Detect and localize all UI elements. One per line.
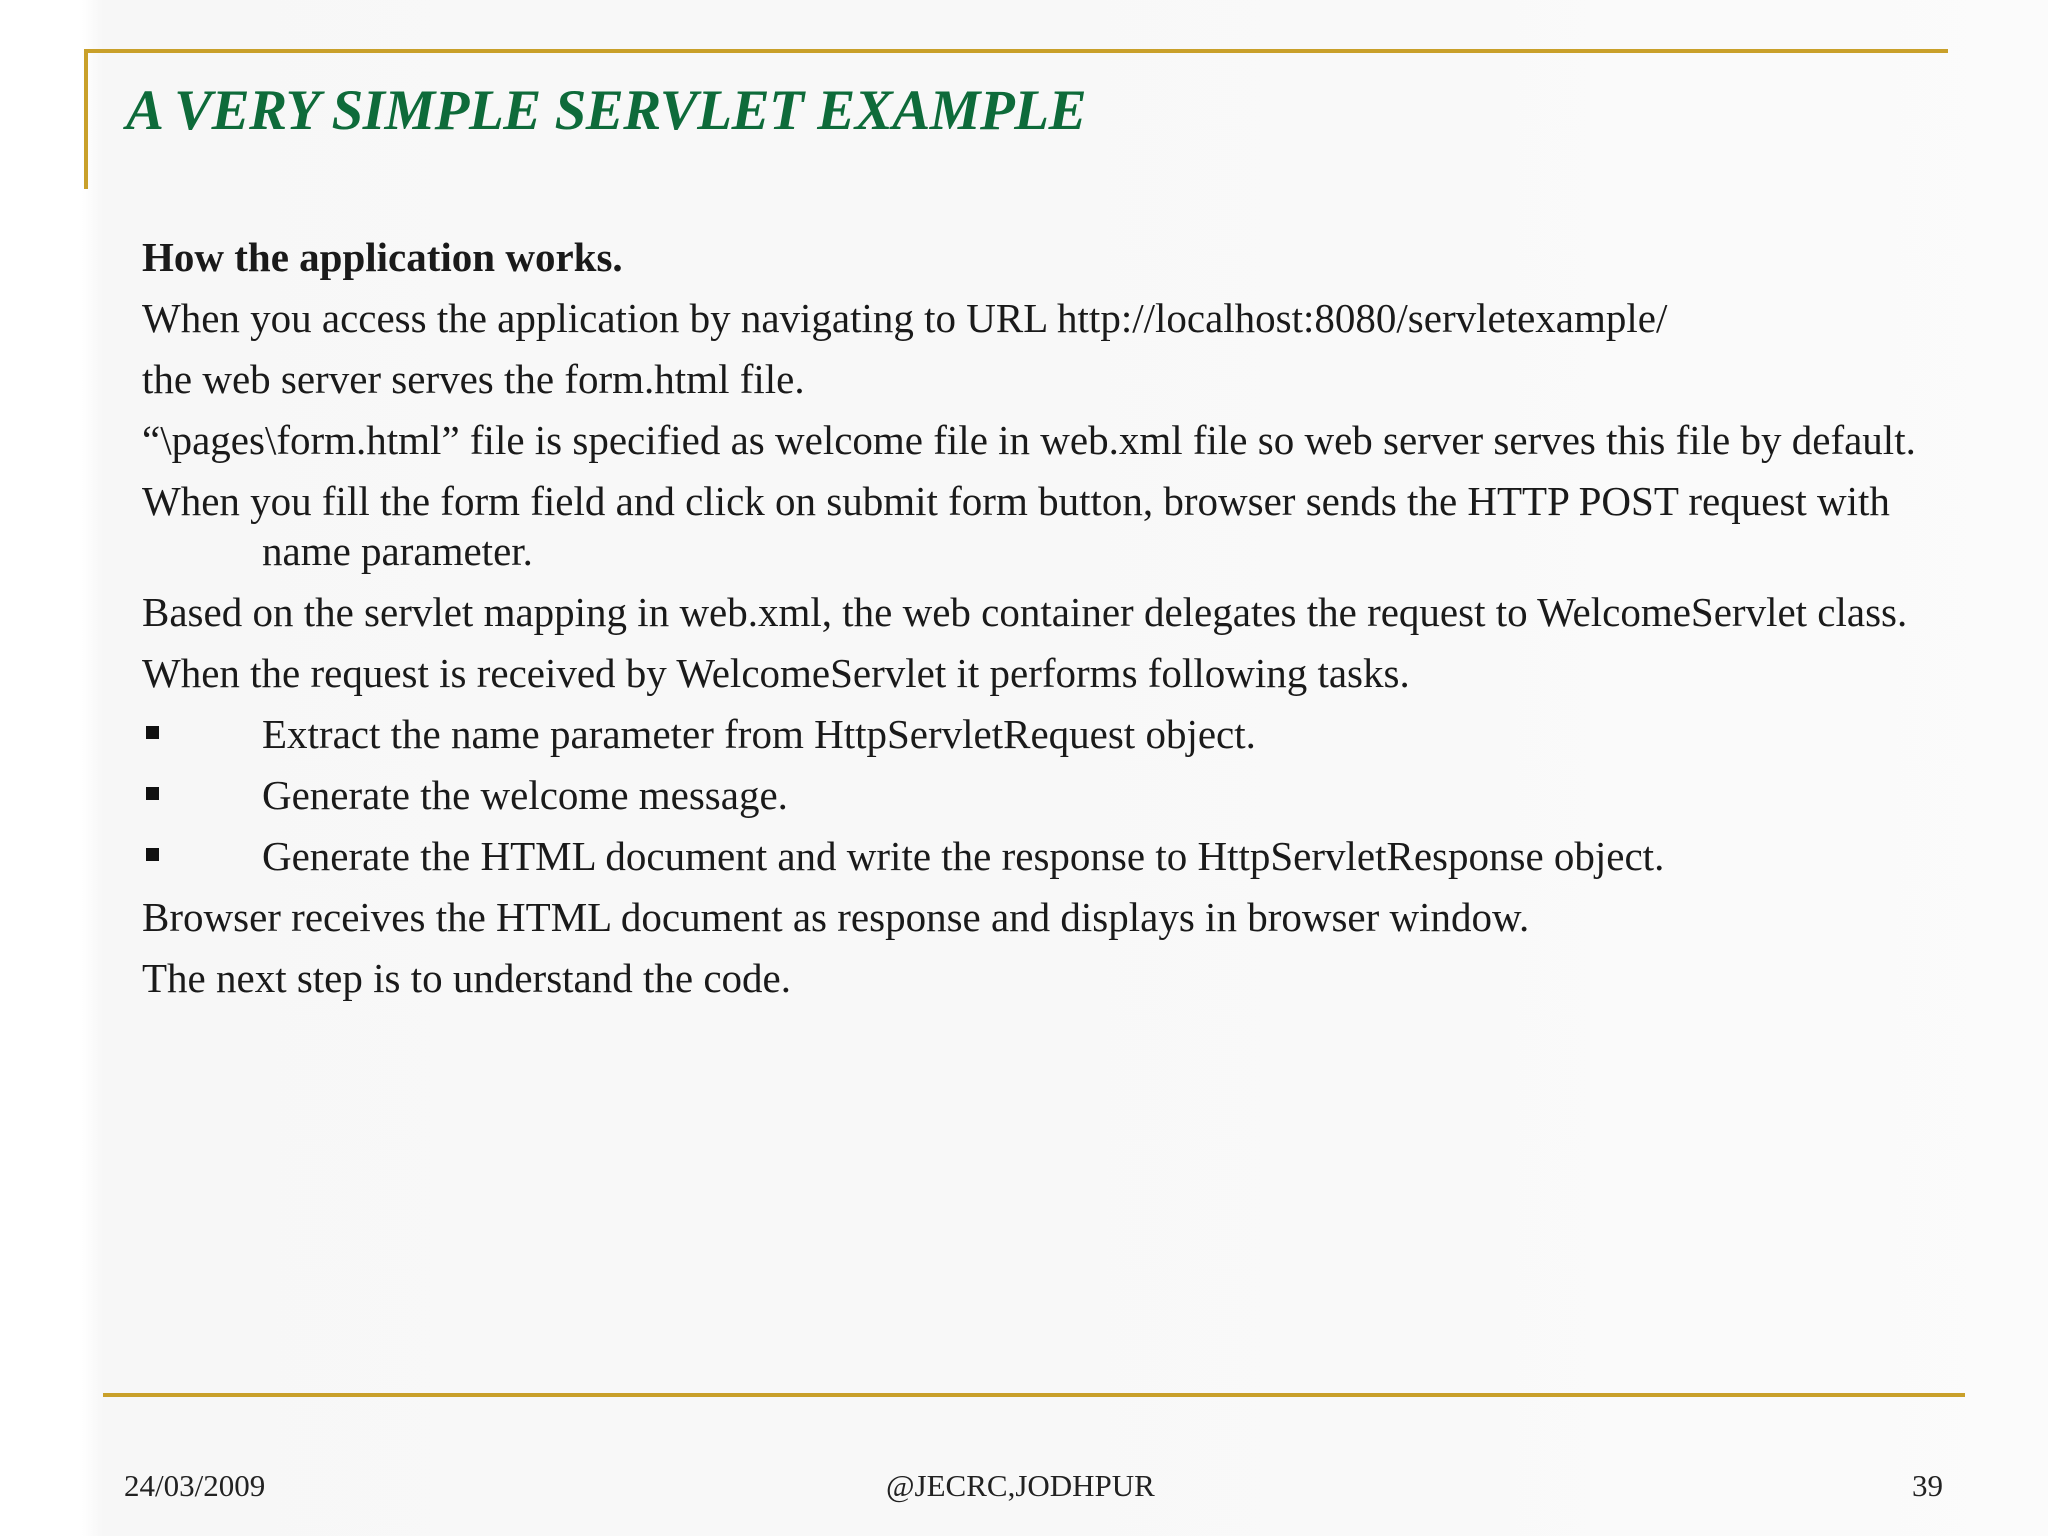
- slide-body: [142, 232, 1942, 1014]
- left-accent-bar: [84, 49, 88, 189]
- section-heading: How the application works.: [142, 234, 623, 280]
- body-line: “\pages\form.html” file is specified as welcome file in web.xml file so web server serves this file by default.: [142, 417, 1916, 463]
- bullet-text: Extract the name parameter from HttpServletRequest object.: [262, 711, 1256, 757]
- bullet-text: Generate the welcome message.: [262, 772, 788, 818]
- bullet-item: [142, 709, 1942, 759]
- footer-organization: @JECRC,JODHPUR: [886, 1468, 1155, 1503]
- bullet-text: Generate the HTML document and write the response to HttpServletResponse object.: [262, 833, 1665, 879]
- square-bullet-icon: [146, 848, 159, 861]
- body-line: The next step is to understand the code.: [142, 955, 791, 1001]
- square-bullet-icon: [146, 787, 159, 800]
- slide-title: A VERY SIMPLE SERVLET EXAMPLE: [126, 79, 1087, 142]
- footer-date: 24/03/2009: [124, 1468, 266, 1503]
- bottom-divider: [103, 1393, 1965, 1397]
- body-line: When the request is received by WelcomeServlet it performs following tasks.: [142, 650, 1410, 696]
- body-line: Based on the servlet mapping in web.xml, the web container delegates the request to WelcomeServlet class.: [142, 589, 1908, 635]
- body-line: Browser receives the HTML document as response and displays in browser window.: [142, 894, 1530, 940]
- bullet-item: [142, 770, 1942, 820]
- top-divider: [85, 49, 1948, 53]
- body-line: the web server serves the form.html file.: [142, 356, 805, 402]
- body-line: When you access the application by navigating to URL http://localhost:8080/servletexample/: [142, 295, 1668, 341]
- body-line: When you fill the form field and click on submit form button, browser sends the HTTP POST request with name parameter.: [142, 478, 1890, 574]
- square-bullet-icon: [146, 726, 159, 739]
- bullet-item: [142, 831, 1942, 881]
- page-number: 39: [1912, 1468, 1943, 1503]
